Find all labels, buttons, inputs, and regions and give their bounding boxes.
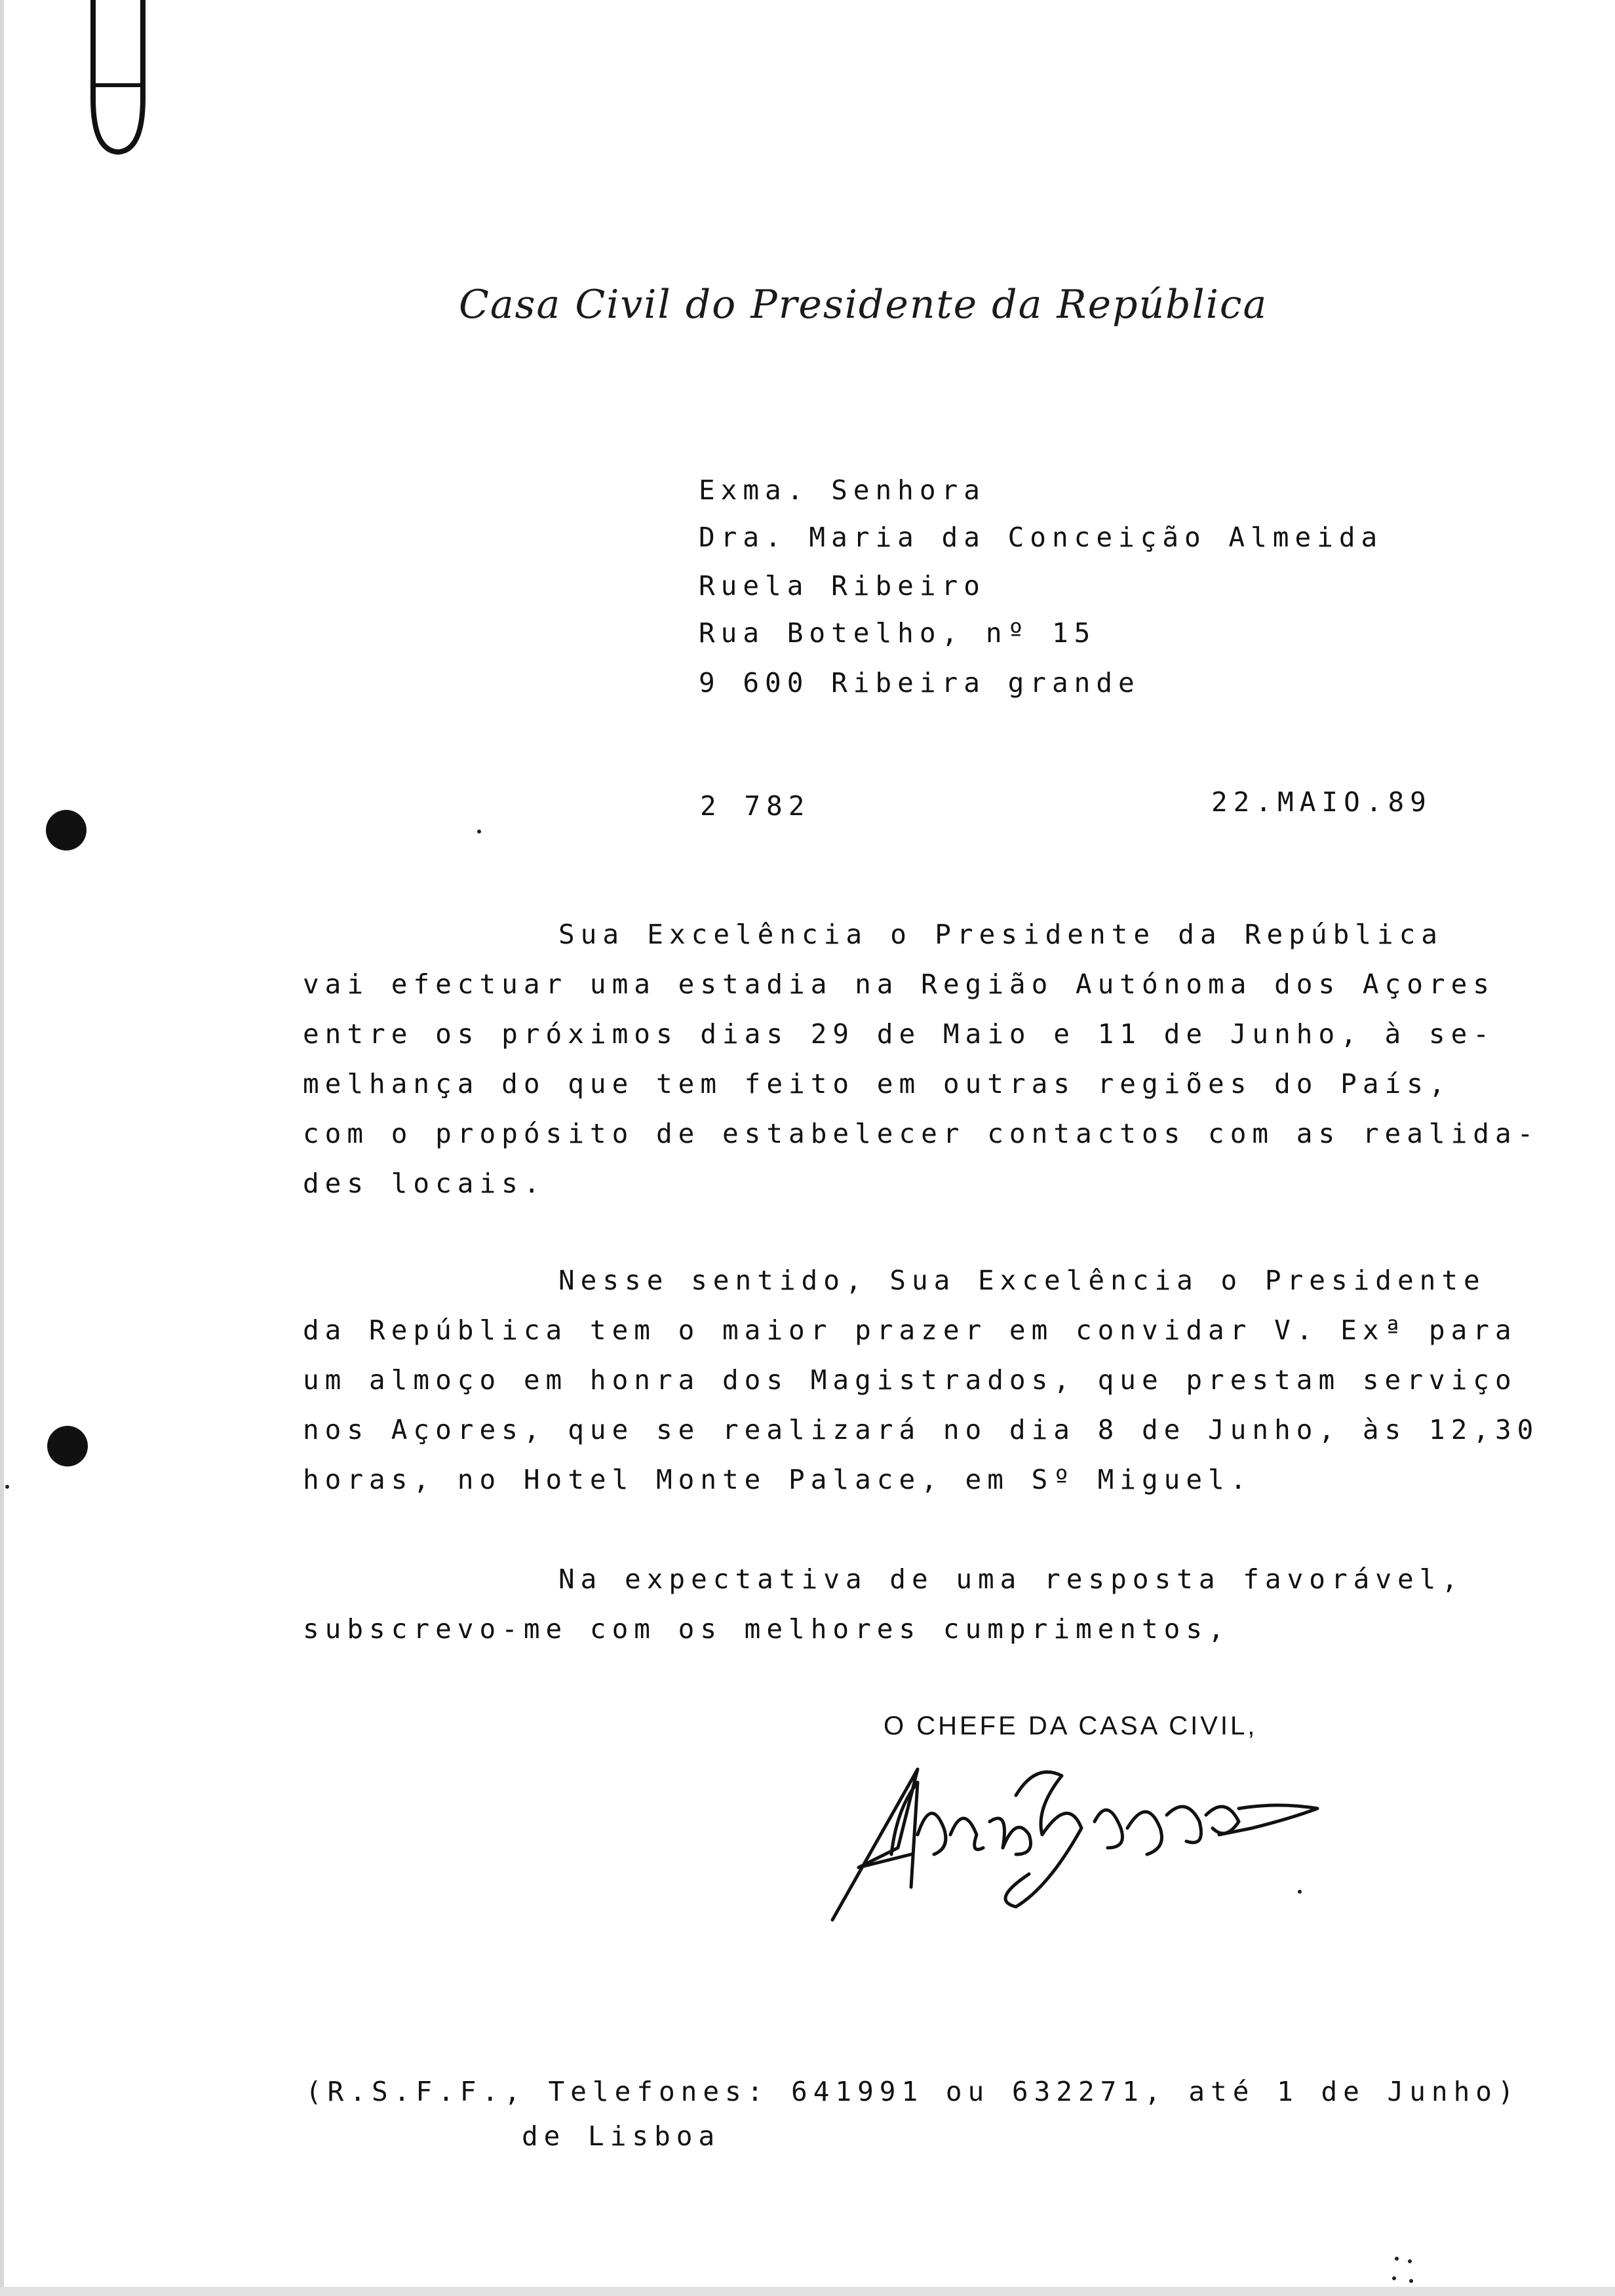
paragraph-2	[303, 1265, 1540, 1516]
recipient-name-cont: Ruela Ribeiro	[699, 570, 986, 602]
speck	[1395, 2257, 1399, 2261]
speck	[1409, 2279, 1413, 2283]
recipient-city: 9 600 Ribeira grande	[699, 667, 1140, 698]
signoff-title: O CHEFE DA CASA CIVIL,	[884, 1712, 1258, 1740]
paragraph-line: entre os próximos dias 29 de Maio e 11 de Junho, à se-	[303, 1018, 1495, 1050]
paragraph-line: horas, no Hotel Monte Palace, em Sº Miguel.	[303, 1464, 1253, 1495]
paragraph-line: um almoço em honra dos Magistrados, que prestam serviço	[303, 1364, 1517, 1396]
letter-date: 22.MAIO.89	[1211, 786, 1432, 818]
paragraph-line: Na expectativa de uma resposta favorável,	[558, 1563, 1464, 1595]
paragraph-line: da República tem o maior prazer em convidar V. Exª para	[303, 1314, 1517, 1346]
scan-left-edge	[0, 0, 4, 2296]
paragraph-line: melhança do que tem feito em outras regiões do País,	[303, 1068, 1451, 1100]
letterhead: Casa Civil do Presidente da República	[459, 282, 1268, 328]
rsvp-note-line2: de Lisboa	[522, 2120, 721, 2152]
punch-hole-top	[46, 810, 87, 851]
paragraph-line: subscrevo-me com os melhores cumprimentos,	[303, 1613, 1230, 1645]
speck	[1408, 2259, 1412, 2263]
speck	[477, 830, 481, 833]
paragraph-line: Nesse sentido, Sua Excelência o Presidente	[558, 1265, 1486, 1296]
paragraph-line: des locais.	[303, 1168, 546, 1199]
paragraph-1	[303, 919, 1540, 1220]
punch-hole-bottom	[47, 1426, 88, 1466]
recipient-salutation: Exma. Senhora	[699, 474, 986, 506]
paragraph-line: vai efectuar uma estadia na Região Autónoma dos Açores	[303, 968, 1495, 1000]
speck	[5, 1485, 9, 1489]
speck	[1392, 2276, 1396, 2280]
scan-bottom-edge	[0, 2287, 1615, 2296]
handwritten-signature	[819, 1756, 1357, 1926]
paper-clip-icon	[79, 0, 157, 164]
paragraph-line: com o propósito de estabelecer contactos com as realida-	[303, 1118, 1540, 1149]
rsvp-note: (R.S.F.F., Telefones: 641991 ou 632271, até 1 de Junho)	[305, 2076, 1520, 2107]
paragraph-line: Sua Excelência o Presidente da República	[558, 919, 1443, 950]
recipient-name: Dra. Maria da Conceição Almeida	[699, 522, 1384, 553]
paragraph-3	[303, 1563, 1464, 1666]
reference-number: 2 782	[700, 790, 811, 822]
paragraph-line: nos Açores, que se realizará no dia 8 de Junho, às 12,30	[303, 1414, 1540, 1445]
recipient-street: Rua Botelho, nº 15	[699, 617, 1097, 649]
